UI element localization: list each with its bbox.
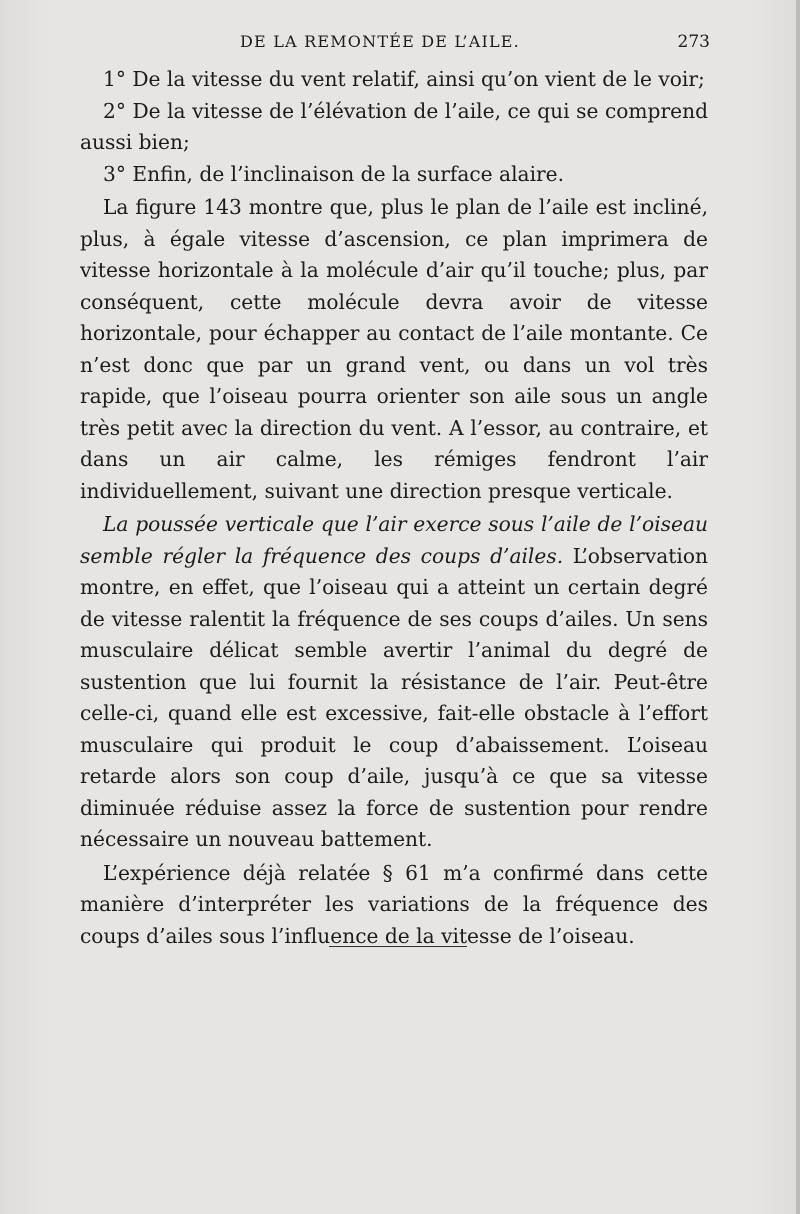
- italic-thesis: La poussée verticale que l’air exerce sous l’aile de l’oiseau semble régler la fréquence des coups d’ailes.: [80, 512, 708, 568]
- paragraph-experience: L’expérience déjà relatée § 61 m’a confirmé dans cette manière d’interpréter les variations de la fréquence des coups d’ailes sous l’influence de la vitesse de l’oiseau.: [80, 860, 708, 948]
- paragraph-figure: La figure 143 montre que, plus le plan de l’aile est incliné, plus, à égale vitesse d’ascension, ce plan imprimera de vitesse horizontale à la molécule d’air qu’il touche; plus, par conséquent, cette molécule devra avoir de vitesse horizontale, pour échapper au contact de l’aile montante. Ce n’est donc que par un grand vent, ou dans un vol très rapide, que l’oiseau pourra orienter son aile sous un angle très petit avec la direction du vent. A l’essor, au contraire, et dans un air calme, les rémiges fendront l’air individuellement, suivant une direction presque verticale.: [80, 195, 708, 503]
- closing-rule: [329, 946, 467, 947]
- body-text: [80, 64, 708, 952]
- page-number: 273: [677, 32, 710, 52]
- page-header: [80, 30, 710, 58]
- paragraph-poussee: [80, 509, 708, 856]
- paragraph-poussee-rest: L’observation montre, en effet, que l’oiseau qui a atteint un certain degré de vitesse ralentit la fréquence de ses coups d’ailes. Un sens musculaire délicat semble avertir l’animal du degré de sustention que lui fournit la résistance de l’air. Peut-être celle-ci, quand elle est excessive, fait-elle obstacle à l’effort musculaire qui produit le coup d’abaissement. L’oiseau retarde alors son coup d’aile, jusqu’à ce que sa vitesse diminuée réduise assez la force de sustention pour rendre nécessaire un nouveau battement.: [80, 543, 708, 851]
- list-item-1: 1° De la vitesse du vent relatif, ainsi qu’on vient de le voir;: [103, 67, 705, 91]
- running-title: DE LA REMONTÉE DE L’AILE.: [240, 32, 520, 51]
- page-edge: [796, 0, 800, 1214]
- list-item-3: 3° Enfin, de l’inclinaison de la surface alaire.: [103, 161, 565, 186]
- list-item-2: 2° De la vitesse de l’élévation de l’aile, ce qui se comprend aussi bien;: [80, 98, 708, 154]
